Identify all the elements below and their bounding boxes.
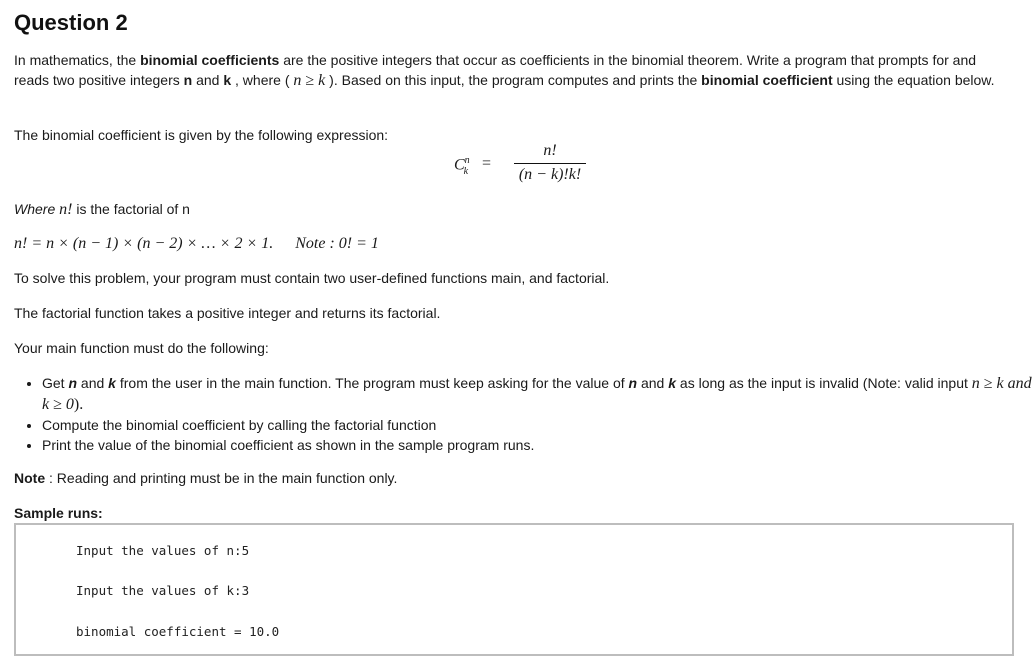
formula-denominator: (n − k)!k! — [518, 166, 582, 183]
fraction-bar — [514, 163, 586, 164]
page-title: Question 2 — [14, 10, 128, 35]
main-paragraph: Your main function must do the following: — [14, 340, 269, 356]
where-line: Where n! is the factorial of n — [14, 201, 190, 218]
note-line: Note : Reading and printing must be in the main function only. — [14, 470, 398, 486]
intro-paragraph: In mathematics, the binomial coefficients are the positive integers that occur as coefficients in the binomial theorem. Write a program that prompts for and reads two positive integers n and k , where ( n ≥ k ). Based on this input, the program computes and prints the binomial coefficient using the equation below. — [14, 52, 995, 89]
code-line: Input the values of k:3 — [76, 583, 250, 598]
factorial-paragraph: The factorial function takes a positive integer and returns its factorial. — [14, 305, 441, 321]
expression-intro: The binomial coefficient is given by the following expression: — [14, 127, 389, 143]
list-item: • Print the value of the binomial coefficient as shown in the sample program runs. — [42, 435, 1032, 455]
formula-equals: = — [482, 155, 492, 172]
code-line: Input the values of n:5 — [76, 543, 250, 558]
factorial-definition: n! = n × (n − 1) × (n − 2) × … × 2 × 1. Note : 0! = 1 — [14, 235, 379, 252]
requirements-list — [14, 373, 1032, 455]
code-line: binomial coefficient = 10.0 — [76, 624, 280, 639]
list-item: • Compute the binomial coefficient by calling the factorial function — [42, 415, 1032, 435]
formula-numerator: n! — [543, 142, 557, 159]
binomial-formula — [454, 142, 594, 188]
sample-output-box — [14, 523, 1014, 656]
list-item: • Get n and k from the user in the main function. The program must keep asking for the value of n and k as long as the input is invalid (Note: valid input n ≥ k and k ≥ 0). — [42, 373, 1032, 415]
formula-lhs: $C^n_k$ — [454, 155, 470, 177]
functions-paragraph: To solve this problem, your program must contain two user-defined functions main, and factorial. — [14, 270, 610, 286]
sample-runs-label: Sample runs: — [14, 505, 103, 521]
